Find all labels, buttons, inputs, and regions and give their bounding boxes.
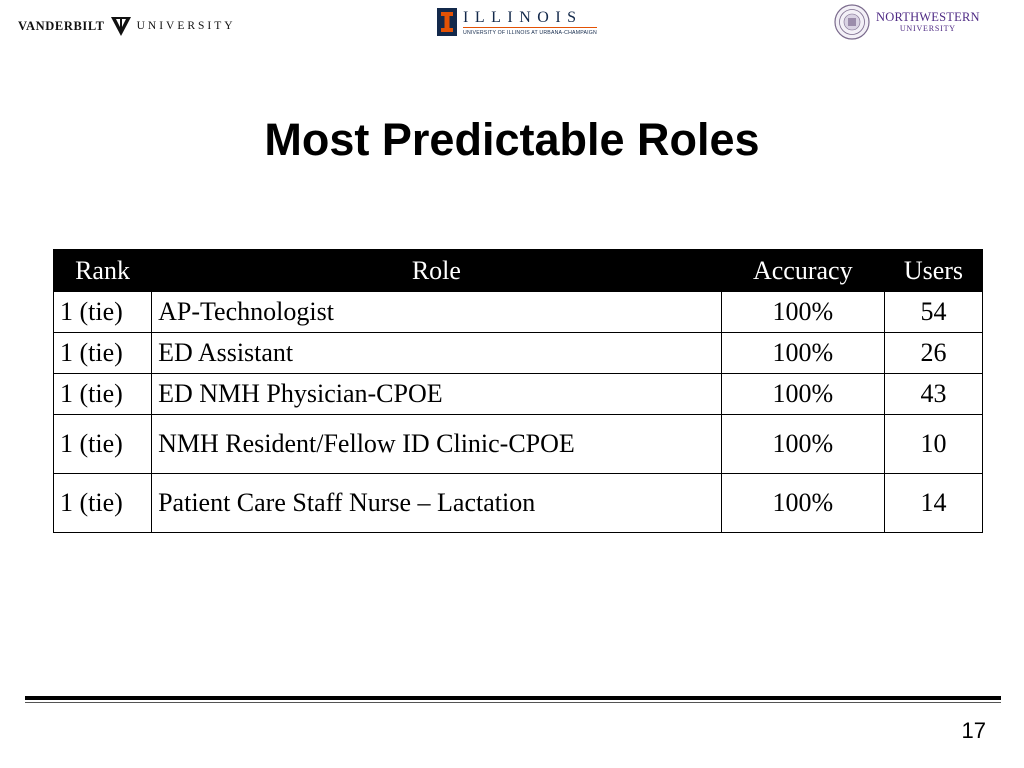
cell-role: ED Assistant [152, 333, 722, 374]
cell-rank: 1 (tie) [54, 292, 152, 333]
table-row [54, 292, 983, 333]
illinois-logo [437, 7, 597, 37]
northwestern-logo-name: NORTHWESTERN [876, 10, 980, 24]
cell-users: 43 [884, 374, 982, 415]
cell-rank: 1 (tie) [54, 374, 152, 415]
header-role: Role [152, 250, 722, 292]
vanderbilt-logo [18, 14, 236, 38]
vanderbilt-logo-text-left: VANDERBILT [18, 18, 105, 33]
cell-users: 54 [884, 292, 982, 333]
header-users: Users [884, 250, 982, 292]
northwestern-logo-subtitle: UNIVERSITY [899, 24, 956, 33]
illinois-logo-name: ILLINOIS [463, 9, 597, 28]
northwestern-seal-icon [834, 4, 870, 40]
predictable-roles-table [53, 249, 983, 533]
table-row [54, 374, 983, 415]
table-row [54, 415, 983, 474]
cell-accuracy: 100% [721, 292, 884, 333]
illinois-logo-subtitle: UNIVERSITY OF ILLINOIS AT URBANA-CHAMPAIGN [463, 29, 597, 36]
cell-accuracy: 100% [721, 474, 884, 533]
cell-role: NMH Resident/Fellow ID Clinic-CPOE [152, 415, 722, 474]
header-accuracy: Accuracy [721, 250, 884, 292]
footer-divider-thin [25, 702, 1001, 703]
header-rank: Rank [54, 250, 152, 292]
table-header-row [54, 250, 983, 292]
footer-divider-thick [25, 696, 1001, 700]
cell-users: 26 [884, 333, 982, 374]
slide-title: Most Predictable Roles [264, 114, 760, 165]
vanderbilt-logo-text-right: UNIVERSITY [136, 20, 236, 32]
cell-accuracy: 100% [721, 333, 884, 374]
cell-rank: 1 (tie) [54, 415, 152, 474]
illinois-block-i-icon [437, 8, 457, 36]
cell-role: Patient Care Staff Nurse – Lactation [152, 474, 722, 533]
cell-users: 14 [884, 474, 982, 533]
table-row [54, 333, 983, 374]
cell-rank: 1 (tie) [54, 333, 152, 374]
cell-accuracy: 100% [721, 374, 884, 415]
cell-role: ED NMH Physician-CPOE [152, 374, 722, 415]
cell-accuracy: 100% [721, 415, 884, 474]
cell-rank: 1 (tie) [54, 474, 152, 533]
cell-users: 10 [884, 415, 982, 474]
northwestern-logo [834, 4, 980, 40]
vanderbilt-oak-leaf-icon [110, 15, 132, 37]
table-row [54, 474, 983, 533]
cell-role: AP-Technologist [152, 292, 722, 333]
page-number: 17 [961, 718, 986, 743]
